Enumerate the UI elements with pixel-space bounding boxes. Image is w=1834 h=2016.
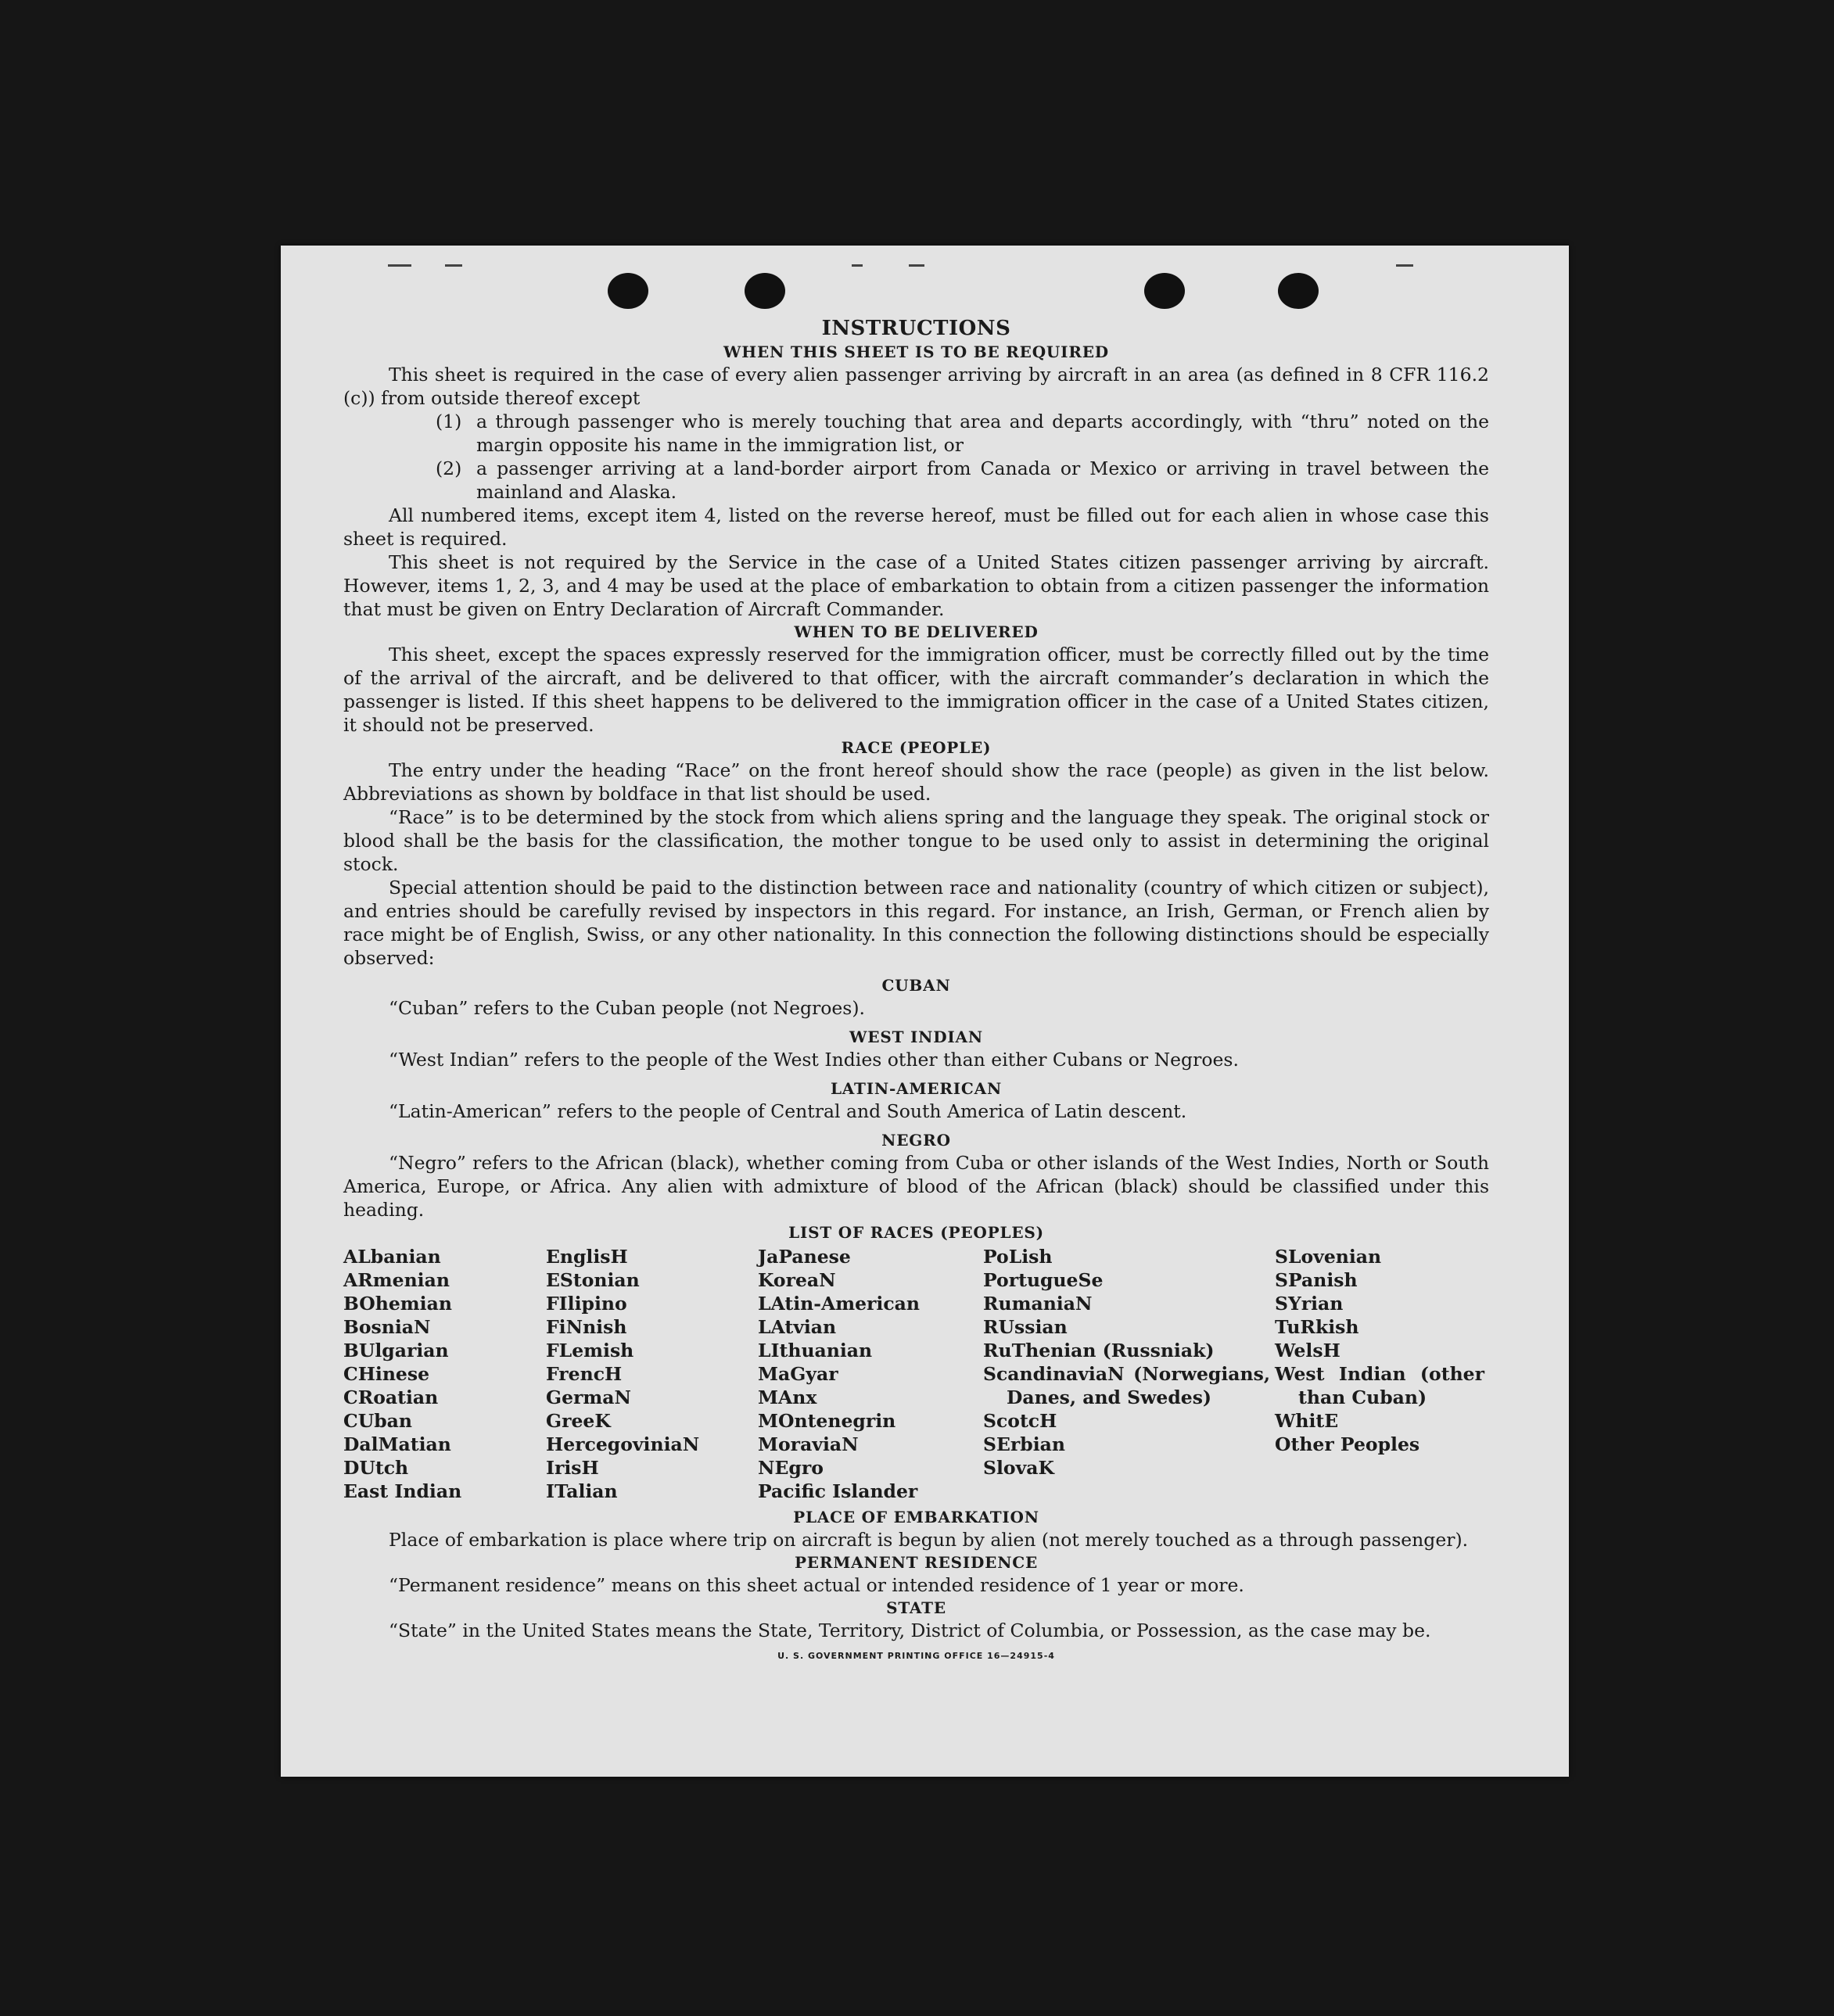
race-item: MOntenegrin <box>758 1410 896 1432</box>
paragraph: The entry under the heading “Race” on the front hereof should show the race (people) as given in the list below. Abbreviations as shown by boldface in that list should be used. <box>343 759 1489 805</box>
race-item: CRoatian <box>343 1386 439 1408</box>
races-column <box>546 1245 758 1503</box>
races-column <box>343 1245 546 1503</box>
punch-hole <box>745 273 785 309</box>
punch-hole <box>1144 273 1185 309</box>
paragraph: “Latin-American” refers to the people of Central and South America of Latin descent. <box>389 1100 1187 1122</box>
punch-hole <box>608 273 648 309</box>
paragraph: This sheet is not required by the Service in the case of a United States citizen passenger arriving by aircraft. However, items 1, 2, 3, and 4 may be used at the place of embarkation to obtain from a citizen passenger the information that must be given on Entry Declaration of Aircraft Commander. <box>343 551 1489 620</box>
paragraph: This sheet, except the spaces expressly reserved for the immigration officer, must be correctly filled out by the time of the arrival of the aircraft, and be delivered to that officer, with the aircraft commander’s declaration in which the passenger is listed. If this sheet happens to be delivered to the immigration officer in the case of a United States citizen, it should not be preserved. <box>343 644 1489 736</box>
race-item: West Indian (other than Cuban) <box>1275 1363 1484 1408</box>
paragraph: This sheet is required in the case of every alien passenger arriving by aircraft in an area (as defined in 8 CFR 116.2 (c)) from outside thereof except <box>343 364 1489 409</box>
race-item: MoraviaN <box>758 1433 859 1455</box>
race-item: RuThenian (Russniak) <box>983 1340 1215 1361</box>
race-item: MaGyar <box>758 1363 838 1385</box>
race-item: Pacific Islander <box>758 1480 918 1502</box>
race-item: ITalian <box>546 1480 618 1502</box>
race-item: ScandinaviaN (Norwegians, Danes, and Swedes) <box>983 1363 1270 1408</box>
item-number: (2) <box>436 457 462 479</box>
race-item: SlovaK <box>983 1457 1054 1479</box>
race-item: LIthuanian <box>758 1340 873 1361</box>
race-item: East Indian <box>343 1480 462 1502</box>
paragraph: “West Indian” refers to the people of the West Indies other than either Cubans or Negroes. <box>389 1049 1239 1071</box>
section-heading: PLACE OF EMBARKATION <box>793 1508 1039 1526</box>
race-item: FLemish <box>546 1340 634 1361</box>
document-sheet <box>281 246 1569 1777</box>
race-item: LAtvian <box>758 1316 837 1338</box>
race-item: BUlgarian <box>343 1340 449 1361</box>
race-item: ScotcH <box>983 1410 1057 1432</box>
race-item: KoreaN <box>758 1269 836 1291</box>
document-body <box>343 316 1489 1663</box>
race-item: FiNnish <box>546 1316 627 1338</box>
race-item: BOhemian <box>343 1293 452 1315</box>
item-text: a through passenger who is merely touching that area and departs accordingly, with “thru” noted on the margin opposite his name in the immigration list, or <box>476 411 1489 456</box>
race-item: WhitE <box>1275 1410 1339 1432</box>
paper-mark <box>388 264 411 267</box>
item-number: (1) <box>436 411 462 432</box>
paragraph: Place of embarkation is place where trip on aircraft is begun by alien (not merely touched as a through passenger). <box>389 1529 1469 1551</box>
section-heading: RACE (PEOPLE) <box>841 738 992 757</box>
race-item: LAtin-American <box>758 1293 920 1315</box>
paragraph: “Race” is to be determined by the stock from which aliens spring and the language they speak. The original stock or blood shall be the basis for the classification, the mother tongue to be used only to assist in determining the original stock. <box>343 806 1489 875</box>
paper-mark <box>909 264 924 267</box>
document-title: INSTRUCTIONS <box>821 317 1011 340</box>
race-item: WelsH <box>1275 1340 1341 1361</box>
race-item: PortugueSe <box>983 1269 1104 1291</box>
section-heading: STATE <box>886 1598 946 1617</box>
race-item: RumaniaN <box>983 1293 1093 1315</box>
section-heading: WHEN THIS SHEET IS TO BE REQUIRED <box>723 343 1109 361</box>
race-item: DalMatian <box>343 1433 451 1455</box>
races-column <box>758 1245 983 1503</box>
race-item: HercegoviniaN <box>546 1433 700 1455</box>
paragraph: “Cuban” refers to the Cuban people (not Negroes). <box>389 997 866 1019</box>
race-item: EnglisH <box>546 1246 628 1268</box>
section-heading: WHEN TO BE DELIVERED <box>794 622 1039 641</box>
race-item: GermaN <box>546 1386 631 1408</box>
race-item: JaPanese <box>758 1246 851 1268</box>
punch-hole <box>1278 273 1319 309</box>
race-item: BosniaN <box>343 1316 431 1338</box>
race-item: GreeK <box>546 1410 611 1432</box>
section-heading: LIST OF RACES (PEOPLES) <box>788 1223 1044 1242</box>
race-item: SLovenian <box>1275 1246 1382 1268</box>
section-heading: LATIN-AMERICAN <box>830 1079 1003 1098</box>
section-heading: WEST INDIAN <box>849 1028 983 1046</box>
race-item: SYrian <box>1275 1293 1344 1315</box>
race-item: PoLish <box>983 1246 1053 1268</box>
race-item: DUtch <box>343 1457 409 1479</box>
paragraph: “Negro” refers to the African (black), whether coming from Cuba or other islands of the West Indies, North or South America, Europe, or Africa. Any alien with admixture of blood of the African (black) should be classified under this heading. <box>343 1152 1489 1221</box>
paper-mark <box>852 264 863 267</box>
races-column <box>1275 1245 1489 1503</box>
numbered-item <box>343 410 1489 457</box>
race-item: FrencH <box>546 1363 623 1385</box>
races-list <box>343 1245 1489 1503</box>
race-item: NEgro <box>758 1457 824 1479</box>
race-item: ARmenian <box>343 1269 450 1291</box>
numbered-item <box>343 457 1489 504</box>
race-item: SPanish <box>1275 1269 1358 1291</box>
race-item: TuRkish <box>1275 1316 1359 1338</box>
paragraph: All numbered items, except item 4, listed on the reverse hereof, must be filled out for each alien in whose case this sheet is required. <box>343 504 1489 550</box>
race-item: ALbanian <box>343 1246 441 1268</box>
race-item: CHinese <box>343 1363 430 1385</box>
race-item: IrisH <box>546 1457 599 1479</box>
section-heading: CUBAN <box>881 976 951 995</box>
race-item: FIlipino <box>546 1293 627 1315</box>
race-item: SErbian <box>983 1433 1065 1455</box>
paragraph: “State” in the United States means the State, Territory, District of Columbia, or Possession, as the case may be. <box>389 1620 1431 1641</box>
race-item: CUban <box>343 1410 412 1432</box>
section-heading: PERMANENT RESIDENCE <box>794 1553 1039 1572</box>
race-item: EStonian <box>546 1269 640 1291</box>
section-heading: NEGRO <box>881 1131 951 1150</box>
paper-mark <box>1396 264 1413 267</box>
race-item: RUssian <box>983 1316 1068 1338</box>
paragraph: “Permanent residence” means on this sheet actual or intended residence of 1 year or more. <box>389 1574 1244 1596</box>
races-column <box>983 1245 1275 1503</box>
paper-mark <box>445 264 462 267</box>
printing-office-imprint: U. S. GOVERNMENT PRINTING OFFICE 16—24915-4 <box>777 1651 1055 1661</box>
race-item: MAnx <box>758 1386 817 1408</box>
paragraph: Special attention should be paid to the distinction between race and nationality (country of which citizen or subject), and entries should be carefully revised by inspectors in this regard. For instance, an Irish, German, or French alien by race might be of English, Swiss, or any other nationality. In this connection the following distinctions should be especially observed: <box>343 877 1489 969</box>
item-text: a passenger arriving at a land-border airport from Canada or Mexico or arriving in travel between the mainland and Alaska. <box>476 457 1489 503</box>
race-item: Other Peoples <box>1275 1433 1420 1455</box>
